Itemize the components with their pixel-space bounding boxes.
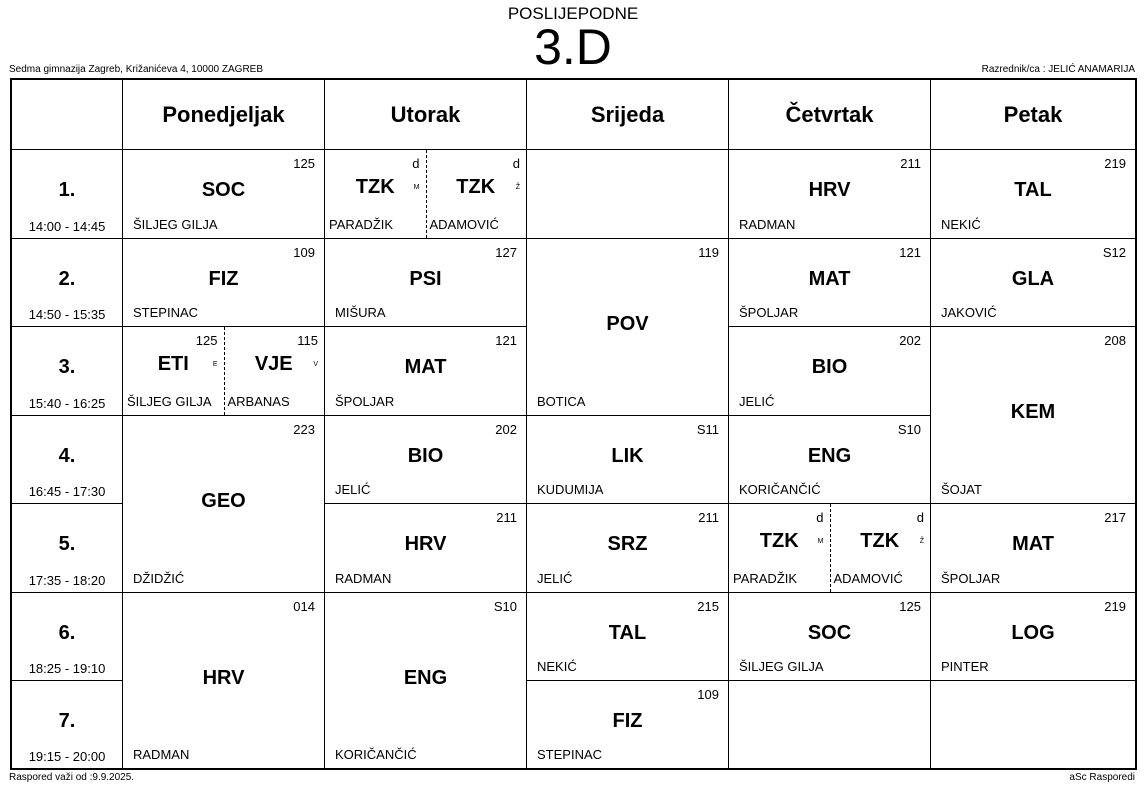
room-label: 215	[697, 598, 719, 614]
lesson-cell[interactable]	[123, 327, 325, 416]
subject-label: TZK	[759, 530, 799, 552]
subject-label: MAT	[1012, 533, 1054, 555]
lesson-cell[interactable]	[325, 504, 527, 593]
teacher-label: ADAMOVIĆ	[429, 216, 499, 232]
room-label: 125	[293, 156, 315, 171]
subject-label: MAT	[808, 267, 851, 290]
empty-cell	[527, 150, 729, 239]
teacher-label: JELIĆ	[537, 570, 573, 586]
lesson-cell[interactable]	[527, 681, 729, 770]
period-number: 5.	[58, 533, 76, 555]
lesson-cell[interactable]	[931, 327, 1137, 504]
subject-label: SRZ	[607, 533, 648, 555]
subject-label: HRV	[404, 533, 447, 555]
subject-label: VJE	[254, 353, 293, 375]
period-time: 14:50 - 15:35	[28, 307, 106, 322]
lesson-cell[interactable]	[729, 239, 931, 328]
teacher-label: KORIČANČIĆ	[739, 482, 821, 497]
period-cell	[10, 150, 123, 239]
room-label: 014	[293, 598, 315, 614]
lesson-cell[interactable]	[729, 416, 931, 505]
room-label: 211	[900, 156, 921, 171]
subject-label: ETI	[157, 353, 189, 375]
lesson-cell[interactable]	[527, 593, 729, 682]
lesson-cell[interactable]	[931, 593, 1137, 682]
room-label: 208	[1104, 333, 1126, 348]
teacher-label: JELIĆ	[335, 482, 371, 497]
teacher-label: MIŠURA	[335, 305, 386, 320]
subject-label: ENG	[403, 666, 448, 689]
lesson-cell[interactable]	[729, 150, 931, 239]
teacher-label: KUDUMIJA	[537, 482, 604, 497]
room-label: d	[916, 510, 924, 525]
teacher-label: STEPINAC	[537, 746, 603, 762]
room-label: 115	[297, 333, 318, 348]
period-number: 2.	[58, 267, 76, 290]
period-number: 1.	[58, 179, 76, 201]
period-cell	[10, 593, 123, 682]
split-half[interactable]	[224, 327, 325, 415]
teacher-label: RADMAN	[739, 216, 796, 232]
room-label: S11	[696, 421, 719, 437]
subject-label: PSI	[409, 267, 442, 290]
subject-label: LIK	[611, 444, 644, 467]
lesson-cell[interactable]	[325, 416, 527, 505]
subject-label: HRV	[808, 179, 851, 201]
lesson-cell[interactable]	[729, 593, 931, 682]
period-number: 3.	[58, 356, 76, 378]
room-label: 202	[495, 421, 517, 437]
room-label: 223	[293, 421, 315, 437]
subject-label: FIZ	[208, 267, 239, 290]
school-name: Sedma gimnazija Zagreb, Križanićeva 4, 10000 ZAGREB	[9, 64, 264, 75]
room-label: 125	[195, 333, 218, 348]
subject-label: GLA	[1011, 267, 1055, 290]
group-marker: M	[413, 184, 420, 191]
subject-label: GEO	[201, 489, 246, 512]
lesson-cell[interactable]	[325, 150, 527, 239]
lesson-cell[interactable]	[527, 416, 729, 505]
group-marker: Ž	[919, 538, 924, 545]
subject-label: TZK	[860, 530, 900, 552]
teacher-label: ŠOJAT	[941, 482, 982, 497]
teacher-label: STEPINAC	[133, 305, 199, 320]
split-half[interactable]	[729, 504, 831, 592]
period-time: 19:15 - 20:00	[28, 748, 106, 764]
room-label: 121	[899, 244, 921, 260]
room-label: 202	[899, 333, 921, 348]
teacher-label: ŠPOLJAR	[739, 305, 799, 320]
timetable-grid	[10, 78, 1137, 770]
page-title: 3.D	[534, 19, 612, 75]
period-cell	[10, 239, 123, 328]
room-label: 109	[293, 244, 315, 260]
teacher-label: ŠILJEG GILJA	[133, 216, 218, 232]
period-cell	[10, 416, 123, 505]
teacher-label: RADMAN	[133, 746, 190, 762]
teacher-label: ŠILJEG GILJA	[127, 393, 212, 409]
subject-label: TAL	[1014, 179, 1052, 201]
teacher-label: ARBANAS	[227, 393, 290, 409]
subject-label: MAT	[404, 356, 447, 378]
subject-label: TAL	[608, 621, 647, 644]
room-label: 125	[899, 598, 921, 614]
lesson-cell[interactable]	[527, 504, 729, 593]
subject-label: BIO	[811, 356, 848, 378]
teacher-label: BOTICA	[537, 393, 586, 409]
room-label: d	[412, 156, 420, 171]
day-header: Utorak	[325, 78, 527, 150]
subject-label: FIZ	[612, 710, 643, 732]
subject-label: HRV	[202, 666, 245, 689]
period-time: 15:40 - 16:25	[28, 395, 106, 411]
lesson-cell[interactable]	[931, 239, 1137, 328]
lesson-cell[interactable]	[123, 239, 325, 328]
room-label: 217	[1104, 510, 1126, 525]
subject-label: POV	[606, 312, 649, 335]
day-header: Ponedjeljak	[123, 78, 325, 150]
teacher-label: NEKIĆ	[941, 216, 981, 232]
lesson-cell[interactable]	[729, 327, 931, 416]
group-marker: M	[817, 538, 824, 545]
room-label: 211	[496, 510, 517, 525]
lesson-cell[interactable]	[123, 416, 325, 593]
teacher-label: RADMAN	[335, 570, 392, 586]
period-time: 17:35 - 18:20	[28, 572, 106, 588]
room-label: 219	[1104, 598, 1126, 614]
teacher-label: DŽIDŽIĆ	[133, 570, 185, 586]
subject-label: SOC	[201, 179, 246, 201]
teacher-label: ŠILJEG GILJA	[739, 659, 824, 674]
lesson-cell[interactable]	[123, 150, 325, 239]
empty-cell	[729, 681, 931, 770]
period-time: 14:00 - 14:45	[28, 218, 106, 234]
group-marker: E	[212, 361, 218, 368]
valid-from: Raspored važi od :9.9.2025.	[9, 772, 135, 783]
room-label: S12	[1102, 244, 1126, 260]
teacher-label: NEKIĆ	[537, 659, 577, 674]
period-time: 16:45 - 17:30	[28, 484, 106, 499]
split-half[interactable]	[123, 327, 225, 415]
teacher-label: ADAMOVIĆ	[833, 570, 903, 586]
lesson-cell[interactable]	[325, 239, 527, 328]
teacher-label: PINTER	[941, 659, 989, 674]
teacher-label: KORIČANČIĆ	[335, 746, 417, 762]
period-number: 6.	[58, 621, 76, 644]
subject-label: BIO	[407, 444, 444, 467]
room-label: 211	[698, 510, 719, 525]
subject-label: TZK	[456, 176, 496, 198]
room-label: 219	[1104, 156, 1126, 171]
teacher-label: ŠPOLJAR	[941, 570, 1001, 586]
subject-label: ENG	[807, 444, 852, 467]
period-cell	[10, 681, 123, 770]
lesson-cell[interactable]	[931, 150, 1137, 239]
lesson-cell[interactable]	[931, 504, 1137, 593]
teacher-label: ŠPOLJAR	[335, 393, 395, 409]
split-half[interactable]	[830, 504, 931, 592]
teacher-label: JELIĆ	[739, 393, 775, 409]
lesson-cell[interactable]	[123, 593, 325, 770]
room-label: d	[816, 510, 824, 525]
lesson-cell[interactable]	[527, 239, 729, 416]
period-number: 4.	[58, 444, 76, 467]
split-half[interactable]	[426, 150, 527, 238]
corner-cell	[10, 78, 123, 150]
teacher-label: PARADŽIK	[733, 570, 798, 586]
teacher-label: PARADŽIK	[329, 216, 394, 232]
room-label: S10	[493, 598, 517, 614]
day-header: Srijeda	[527, 78, 729, 150]
lesson-cell[interactable]	[325, 327, 527, 416]
subject-label: TZK	[355, 176, 395, 198]
room-label: S10	[897, 421, 921, 437]
split-half[interactable]	[325, 150, 427, 238]
subject-label: SOC	[807, 621, 852, 644]
subject-label: LOG	[1011, 621, 1055, 644]
empty-cell	[931, 681, 1137, 770]
group-marker: Ž	[515, 184, 520, 191]
period-time: 18:25 - 19:10	[28, 661, 106, 676]
period-number: 7.	[58, 710, 76, 732]
software-credit: aSc Rasporedi	[1069, 772, 1135, 783]
room-label: d	[512, 156, 520, 171]
subject-label: KEM	[1010, 401, 1056, 423]
day-header: Četvrtak	[729, 78, 931, 150]
teacher-label: JAKOVIĆ	[941, 305, 997, 320]
group-marker: V	[313, 361, 318, 368]
room-label: 109	[697, 687, 719, 702]
room-label: 127	[495, 244, 517, 260]
room-label: 119	[698, 244, 719, 260]
class-teacher: Razrednik/ca : JELIĆ ANAMARIJA	[981, 64, 1135, 75]
lesson-cell[interactable]	[729, 504, 931, 593]
lesson-cell[interactable]	[325, 593, 527, 770]
day-header: Petak	[931, 78, 1137, 150]
room-label: 121	[495, 333, 517, 348]
period-cell	[10, 327, 123, 416]
period-cell	[10, 504, 123, 593]
page-subtitle: POSLIJEPODNE	[507, 4, 639, 23]
